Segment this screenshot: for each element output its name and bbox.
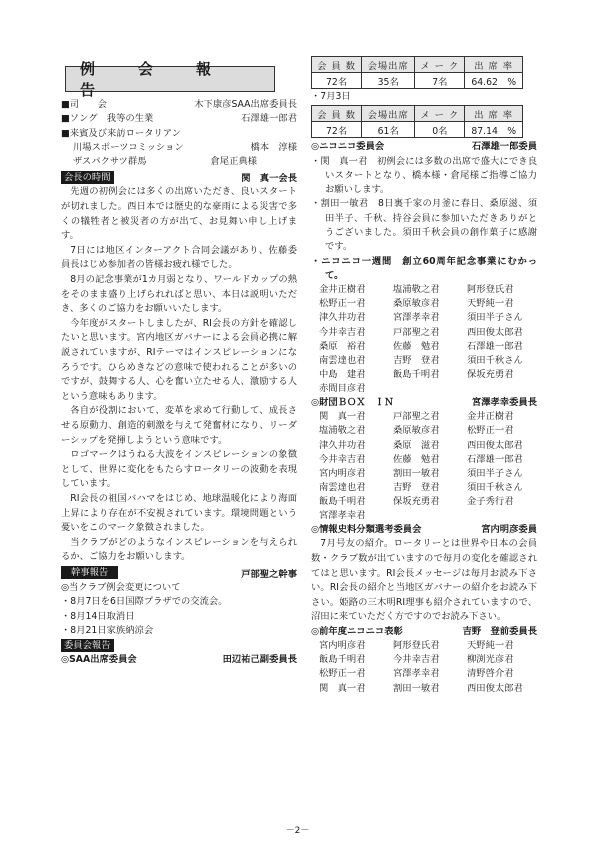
name-item: 宮澤孝幸君: [393, 668, 440, 680]
header-cell: 会場出席: [362, 106, 415, 122]
box-names: [311, 410, 537, 523]
secretary-tag: 幹事報告: [61, 566, 118, 579]
president-speaker: 関 真一会長: [241, 173, 297, 185]
saa-speaker: 田辺祐己副委員長: [222, 654, 297, 666]
name-item: 天野純一君: [467, 298, 514, 310]
attendance-header-row: [312, 106, 523, 122]
name-item: 西田俊太郎君: [467, 326, 523, 338]
president-paragraph: 8月の記念事業が1カ月弱となり、ワールドカップの熱をそのまま盛り上げられればと思い、本日は説明いただき、多くのご協力をお願いいたします。: [61, 274, 297, 315]
name-item: 塩浦敬之君: [393, 284, 440, 296]
president-paragraph: 当クラブがどのようなインスピレーションを与えられるか、ご協力をお願いします。: [61, 536, 297, 563]
page-title: 例 会 報 告: [65, 66, 275, 92]
name-item: [393, 509, 467, 523]
guest-name: 川場スポーツコミッション: [73, 141, 184, 153]
name-item: 西田俊太郎君: [467, 439, 523, 451]
name-item: 金井正樹君: [467, 411, 514, 423]
name-item: 桑原 裕君: [319, 340, 366, 352]
president-paragraph: 各自が役割において、変革を求めて行動して、成長させる原動力、創造的刺激を与えて発奮材になり、リーダーシップを発揮しようという意味です。: [61, 405, 297, 446]
president-header: [61, 170, 297, 184]
president-paragraph: 今年度がスタートしましたが、RI会長の方針を確認したいと思います。宮内地区ガバナーによる会員必携に解説されていますが、RIテーマはインスピレーションになろうです。ひらめきなどの意味で使われることが多いのですが、鼓舞する人、心を奮い立たせる人、激励する人という意味もあります。: [61, 317, 297, 402]
info-speaker: 宮内明彦委員: [481, 524, 537, 536]
president-paragraph: RI会長の祖国バハマをはじめ、地球温暖化により海面上昇により存在が不安視されています。環境問題という憂いをこのマーク象徴されました。: [61, 492, 297, 534]
name-item: 松野正一君: [319, 668, 366, 680]
name-item: 飯島千明君: [319, 654, 366, 666]
niconico-entry: ・割田一敏君 8日裏千家の月釜に春日、桑原滋、須田半子、千秋、持谷会員に参加いただきありがとうございました。須田千秋会員の創作菓子に感謝です。: [311, 198, 537, 253]
role-label: ■司 会: [61, 99, 107, 110]
secretary-header: [61, 566, 297, 580]
name-item: 西田俊太郎君: [467, 682, 523, 694]
committee-header: [61, 639, 297, 652]
name-item: 須田千秋さん: [467, 354, 523, 366]
name-item: 津久井功君: [319, 439, 366, 451]
name-item: 割田一敏君: [393, 467, 440, 479]
niconico-week-names: [311, 283, 537, 396]
header-cell: 出 席 率: [465, 57, 523, 73]
name-item: 佐藤 勉君: [393, 340, 440, 352]
left-column: [61, 60, 297, 667]
name-item: [393, 382, 467, 396]
attendance-date: ・7月3日: [311, 91, 351, 102]
name-item: 須田半子さん: [467, 467, 523, 479]
president-paragraph: 先週の初例会には多くの出席いただき、良いスタートが切れました。西日本では歴史的な豪雨による災害で多くの犠牲者と被災者の方が出て、お見舞い申し上げます。: [61, 186, 297, 242]
page-number: －2－: [285, 826, 310, 836]
name-item: 宮内明彦君: [319, 640, 366, 652]
president-tag: 会長の時間: [61, 171, 114, 184]
niconico-heading: ◎ニコニコ委員会: [311, 141, 385, 153]
cell: 72名: [312, 122, 362, 138]
name-item: 今井幸吉君: [319, 326, 366, 338]
cell: 87.14 %: [465, 122, 523, 138]
name-item: [467, 509, 545, 523]
name-item: 津久井功君: [319, 312, 366, 324]
info-text: 7月号友の紹介。ロータリーとは世界や日本の会員数・クラブ数が出ていますので毎月の変化を確認されてはと思います。RI会長メッセージは毎月お読み下さい。RI会長の紹介と当地区ガバナーの紹介をお読み下さい。姫路の三木明RI理事も紹介されていますので、沼田に来ていただく方ですのでお読み下さい。: [311, 538, 537, 623]
name-item: 須田半子さん: [467, 312, 523, 324]
name-item: 須田千秋さん: [467, 481, 523, 493]
header-cell: 出 席 率: [465, 106, 523, 122]
name-item: 清野啓介君: [467, 668, 514, 680]
name-item: 南雲達也君: [319, 354, 366, 366]
name-item: 赤間目彦君: [319, 382, 366, 394]
name-item: 阿形登氏君: [467, 284, 514, 296]
cell: 35名: [362, 73, 415, 89]
name-item: 佐藤 勉君: [393, 453, 440, 465]
name-item: 関 真一君: [319, 682, 366, 694]
role-shikai: [61, 98, 297, 112]
cell: 61名: [362, 122, 415, 138]
niconico-header: [311, 140, 537, 154]
name-item: 宮澤孝幸君: [319, 509, 366, 521]
name-item: 阿形登氏君: [393, 640, 440, 652]
name-item: 関 真一君: [319, 411, 366, 423]
name-item: 割田一敏君: [393, 682, 440, 694]
niconico-speaker: 石澤雄一郎委員: [471, 141, 537, 153]
prev-speaker: 吉野 登前委員長: [462, 625, 537, 637]
cell: 72名: [312, 73, 362, 89]
guest-row: [61, 155, 297, 169]
role-song: [61, 112, 297, 126]
name-item: 桑原 滋君: [393, 439, 440, 451]
committee-tag: 委員会報告: [61, 639, 114, 652]
name-item: 松野正一君: [319, 298, 366, 310]
name-item: 松野正一君: [467, 425, 514, 437]
name-item: 飯島千明君: [319, 495, 366, 507]
prev-heading: ◎前年度ニコニコ表彰: [311, 625, 403, 637]
attendance-row: [312, 122, 523, 138]
niconico-week-heading: ・ニコニコ一週間 創立60周年記念事業にむかって。: [311, 255, 537, 281]
name-item: 飯島千明君: [393, 368, 440, 380]
guest-row: [61, 141, 297, 155]
right-column: [311, 56, 537, 696]
info-header: [311, 523, 537, 537]
name-item: 天野純一君: [467, 640, 514, 652]
role-value: 石澤雄一郎君: [241, 113, 297, 125]
president-paragraph: 7日には地区インターアクト合同会議があり、佐藤委員長はじめ参加者の皆様お疲れ様でした。: [61, 244, 297, 271]
header-cell: 会 員 数: [312, 57, 362, 73]
box-speaker: 宮澤孝幸委員長: [471, 397, 537, 409]
name-item: 吉野 登君: [393, 354, 440, 366]
name-item: [467, 382, 545, 396]
saa-header: [61, 653, 297, 667]
name-item: 塩浦敬之君: [319, 425, 366, 437]
secretary-item: ・8月7日を6日国際プラザでの交流会。: [61, 596, 228, 608]
attendance-table-1: [311, 56, 523, 89]
name-item: 桑原敏彦君: [393, 425, 440, 437]
name-item: 石澤雄一郎君: [467, 453, 523, 465]
info-heading: ◎情報史料分類選考委員会: [311, 524, 422, 536]
role-label: ■ソング 我等の生業: [61, 113, 154, 125]
cell: 7名: [415, 73, 465, 89]
name-item: 金子秀行君: [467, 495, 514, 507]
attendance-row: [312, 73, 523, 89]
name-item: 金井正樹君: [319, 284, 366, 296]
guest-person: 倉尾正典様: [210, 156, 257, 168]
guests-label: ■来賓及び来訪ロータリアン: [61, 127, 181, 139]
name-item: 今井幸吉君: [393, 654, 440, 666]
header-cell: メ ー ク: [415, 57, 465, 73]
cell: 64.62 %: [465, 73, 523, 89]
name-item: 石澤雄一郎君: [467, 340, 523, 352]
role-value: 木下康彦SAA出席委員長: [194, 99, 297, 110]
president-paragraph: ロゴマークはうねる大波をインスピレーションの象徴として、世界に変化をもたらすロータリーの波動を表現しています。: [61, 449, 297, 490]
box-heading: ◎財団ＢＯＸ ＩＮ: [311, 397, 394, 409]
name-item: 保坂充勇君: [393, 495, 440, 507]
attendance-header-row: [312, 57, 523, 73]
guest-person: 橋本 淳様: [250, 141, 297, 153]
guest-name: ザスパクサツ群馬: [73, 156, 147, 168]
header-cell: 会 員 数: [312, 106, 362, 122]
saa-label: ◎SAA出席委員会: [61, 654, 137, 666]
name-item: 宮澤孝幸君: [393, 312, 440, 324]
box-header: [311, 396, 537, 410]
name-item: 中島 建君: [319, 368, 366, 380]
name-item: 宮内明彦君: [319, 467, 366, 479]
attendance-table-2: [311, 105, 523, 138]
name-item: 南雲達也君: [319, 481, 366, 493]
name-item: 今井幸吉君: [319, 453, 366, 465]
name-item: 保坂充勇君: [467, 368, 514, 380]
name-item: 戸部聖之君: [393, 411, 440, 423]
prev-names: [311, 639, 537, 695]
name-item: 柳渕光彦君: [467, 654, 514, 666]
header-cell: 会場出席: [362, 57, 415, 73]
name-item: 吉野 登君: [393, 481, 440, 493]
niconico-entry: ・関 真一君 初例会には多数の出席で盛大にでき良いスタートとなり、橋本様・倉尾様ご指導ご協力お願いします。: [311, 155, 537, 196]
secretary-item: ・8月21日家族納涼会: [61, 624, 154, 636]
name-item: 戸部聖之君: [393, 326, 440, 338]
secretary-speaker: 戸部聖之幹事: [241, 568, 297, 580]
name-item: 桑原敏彦君: [393, 298, 440, 310]
secretary-item: ◎当クラブ例会変更について: [61, 581, 181, 593]
cell: 0名: [415, 122, 465, 138]
secretary-item: ・8月14日取消日: [61, 610, 135, 622]
prev-header: [311, 625, 537, 639]
header-cell: メ ー ク: [415, 106, 465, 122]
